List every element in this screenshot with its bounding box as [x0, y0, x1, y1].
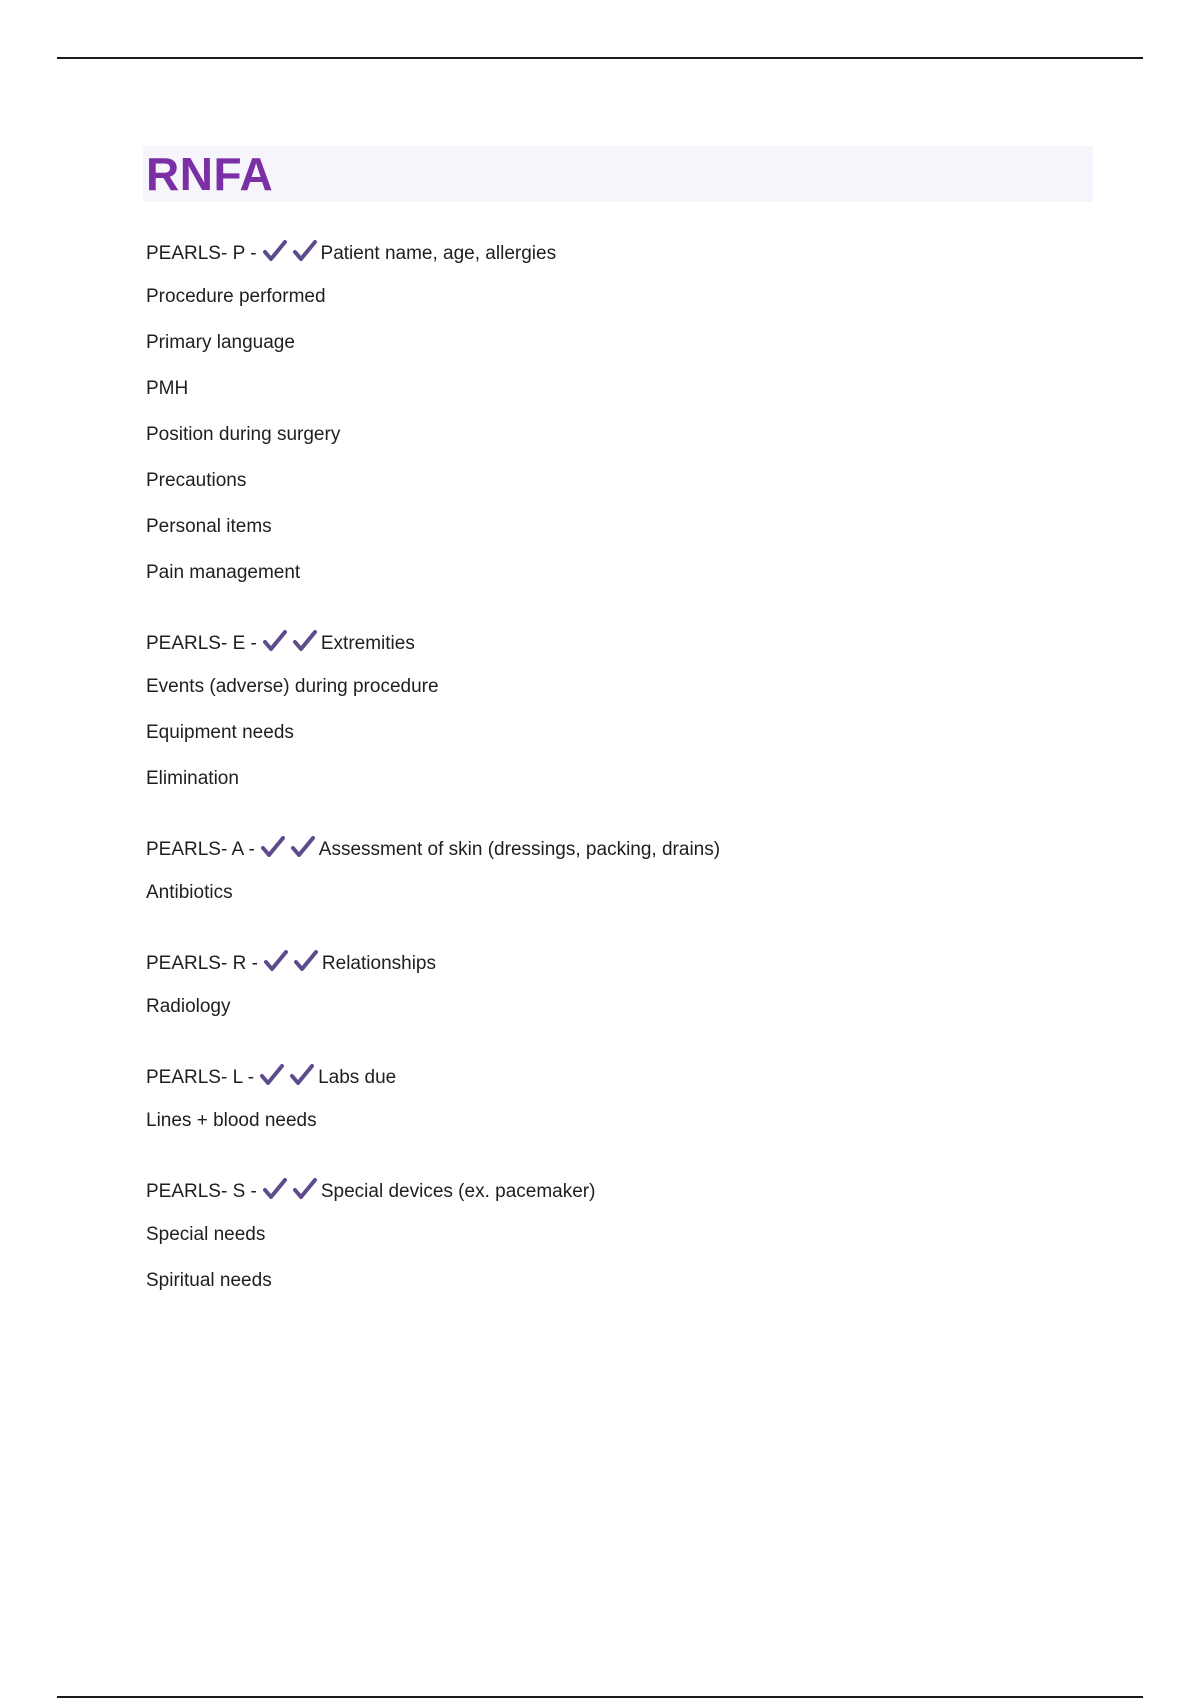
double-checkmark-icon	[264, 950, 318, 978]
flashcard-question-line	[146, 836, 1146, 858]
flashcard-question: PEARLS- R -	[146, 953, 258, 974]
flashcard-block	[146, 630, 1146, 790]
flashcard-block	[146, 1064, 1146, 1132]
flashcard-question-line	[146, 950, 1146, 972]
checkmark-icon	[263, 630, 287, 652]
flashcard-answer-line: PMH	[146, 378, 189, 399]
flashcard-answer: Relationships	[321, 953, 436, 974]
flashcard-question: PEARLS- L -	[146, 1067, 255, 1088]
flashcard-question-line	[146, 1064, 1146, 1086]
flashcard-answer: Special devices (ex. pacemaker)	[320, 1181, 596, 1202]
flashcard-question: PEARLS- S -	[146, 1181, 257, 1202]
document-title: RNFA	[146, 148, 274, 200]
flashcard-answer-line: Antibiotics	[146, 882, 233, 903]
flashcard-answer: Assessment of skin (dressings, packing, drains)	[318, 839, 721, 860]
flashcard-answer-line: Radiology	[146, 996, 231, 1017]
flashcard-answer-line: Spiritual needs	[146, 1270, 272, 1291]
flashcard-question: PEARLS- E -	[146, 633, 257, 654]
top-rule	[57, 57, 1143, 59]
flashcard-answer-line: Pain management	[146, 562, 301, 583]
flashcard-list	[146, 240, 1146, 1338]
double-checkmark-icon	[260, 1064, 314, 1092]
checkmark-icon	[291, 836, 315, 858]
checkmark-icon	[263, 240, 287, 262]
flashcard-answer-line: Events (adverse) during procedure	[146, 676, 439, 697]
flashcard-answer: Patient name, age, allergies	[320, 243, 557, 264]
double-checkmark-icon	[263, 1178, 317, 1206]
checkmark-icon	[293, 630, 317, 652]
checkmark-icon	[264, 950, 288, 972]
double-checkmark-icon	[263, 240, 317, 268]
flashcard-question-line	[146, 630, 1146, 652]
checkmark-icon	[293, 240, 317, 262]
flashcard-question: PEARLS- P -	[146, 243, 257, 264]
flashcard-question-line	[146, 1178, 1146, 1200]
flashcard-answer-line: Primary language	[146, 332, 295, 353]
flashcard-answer-line: Special needs	[146, 1224, 266, 1245]
flashcard-block	[146, 1178, 1146, 1292]
flashcard-question: PEARLS- A -	[146, 839, 255, 860]
double-checkmark-icon	[263, 630, 317, 658]
flashcard-answer-line: Position during surgery	[146, 424, 341, 445]
title-band	[143, 146, 1093, 202]
flashcard-answer-line: Personal items	[146, 516, 272, 537]
bottom-rule	[57, 1696, 1143, 1698]
flashcard-answer-line: Equipment needs	[146, 722, 294, 743]
flashcard-answer-line: Elimination	[146, 768, 239, 789]
flashcard-question-line	[146, 240, 1146, 262]
checkmark-icon	[290, 1064, 314, 1086]
flashcard-block	[146, 240, 1146, 584]
checkmark-icon	[294, 950, 318, 972]
flashcard-answer-line: Lines + blood needs	[146, 1110, 317, 1131]
double-checkmark-icon	[261, 836, 315, 864]
checkmark-icon	[260, 1064, 284, 1086]
flashcard-block	[146, 836, 1146, 904]
flashcard-block	[146, 950, 1146, 1018]
flashcard-answer-line: Precautions	[146, 470, 247, 491]
checkmark-icon	[263, 1178, 287, 1200]
flashcard-answer: Extremities	[320, 633, 415, 654]
checkmark-icon	[293, 1178, 317, 1200]
checkmark-icon	[261, 836, 285, 858]
flashcard-answer: Labs due	[318, 1067, 397, 1088]
flashcard-answer-line: Procedure performed	[146, 286, 326, 307]
